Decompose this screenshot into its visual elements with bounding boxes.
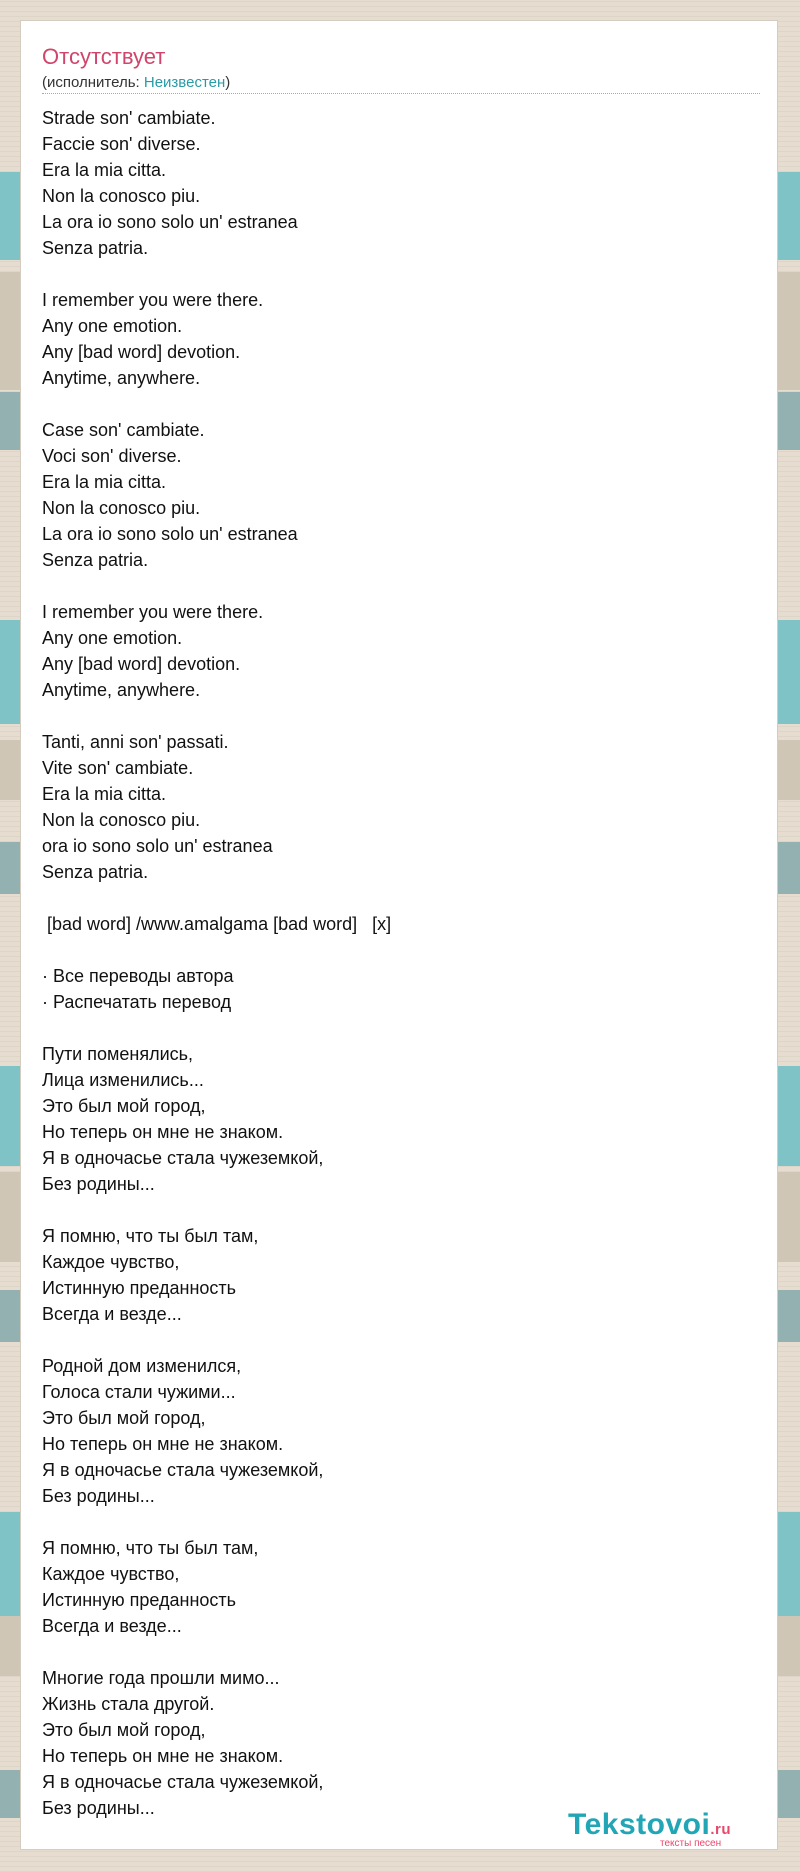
lyric-line: I remember you were there. <box>42 602 264 622</box>
lyric-line <box>42 1197 742 1223</box>
lyric-line <box>42 937 742 963</box>
lyric-line: Пути поменялись, <box>42 1044 194 1064</box>
lyric-line <box>42 1639 742 1665</box>
lyric-line: Голоса стали чужими... <box>42 1382 236 1402</box>
lyric-line: Era la mia citta. <box>42 472 167 492</box>
lyric-line: La ora io sono solo un' estranea <box>42 212 298 232</box>
lyric-line: Voci son' diverse. <box>42 446 182 466</box>
lyric-line: Это был мой город, <box>42 1408 206 1428</box>
lyric-line: Многие года прошли мимо... <box>42 1668 280 1688</box>
lyric-line: Non la conosco piu. <box>42 186 201 206</box>
lyric-line: Anytime, anywhere. <box>42 368 201 388</box>
performer-line <box>42 74 230 91</box>
lyric-line: Senza patria. <box>42 550 149 570</box>
logo-wordmark <box>568 1808 731 1842</box>
lyric-line: Era la mia citta. <box>42 784 167 804</box>
lyric-line: Это был мой город, <box>42 1720 206 1740</box>
lyric-line: Faccie son' diverse. <box>42 134 201 154</box>
performer-suffix: ) <box>225 74 231 91</box>
lyric-line: Я в одночасье стала чужеземкой, <box>42 1772 324 1792</box>
lyric-line <box>42 1509 742 1535</box>
lyric-line <box>42 573 742 599</box>
lyric-line: Non la conosco piu. <box>42 810 201 830</box>
lyric-line: ora io sono solo un' estranea <box>42 836 273 856</box>
logo-main: Tekstovoi <box>568 1808 711 1841</box>
lyric-line: Case son' cambiate. <box>42 420 205 440</box>
logo-tld: .ru <box>710 1821 731 1838</box>
lyric-line: Any one emotion. <box>42 316 183 336</box>
lyric-line: Any [bad word] devotion. <box>42 342 241 362</box>
lyric-line: Истинную преданность <box>42 1590 237 1610</box>
lyric-line <box>42 1015 742 1041</box>
lyric-line: Каждое чувство, <box>42 1564 180 1584</box>
performer-link[interactable]: Неизвестен <box>143 74 226 91</box>
lyric-line: Я в одночасье стала чужеземкой, <box>42 1460 324 1480</box>
lyric-line: Каждое чувство, <box>42 1252 180 1272</box>
lyric-line: Senza patria. <box>42 238 149 258</box>
lyric-line: Но теперь он мне не знаком. <box>42 1122 284 1142</box>
lyric-line: Родной дом изменился, <box>42 1356 242 1376</box>
logo-tagline: тексты песен <box>660 1838 722 1849</box>
lyric-line: Senza patria. <box>42 862 149 882</box>
lyric-line: Vite son' cambiate. <box>42 758 194 778</box>
header-divider <box>42 93 760 94</box>
lyric-line <box>42 391 742 417</box>
lyric-line: Я помню, что ты был там, <box>42 1226 259 1246</box>
lyric-line: Лица изменились... <box>42 1070 204 1090</box>
lyric-line: Anytime, anywhere. <box>42 680 201 700</box>
lyric-line: Но теперь он мне не знаком. <box>42 1746 284 1766</box>
performer-prefix: (исполнитель: <box>42 74 144 91</box>
lyric-line: Era la mia citta. <box>42 160 167 180</box>
lyric-line: Всегда и везде... <box>42 1304 182 1324</box>
all-translations-link[interactable]: · Все переводы автора <box>42 966 234 986</box>
lyric-line: Any one emotion. <box>42 628 183 648</box>
lyric-line <box>42 885 742 911</box>
site-logo[interactable] <box>568 1808 778 1850</box>
lyric-line: Но теперь он мне не знаком. <box>42 1434 284 1454</box>
song-title: Отсутствует <box>42 44 166 69</box>
lyric-line: Я помню, что ты был там, <box>42 1538 259 1558</box>
lyric-line: Жизнь стала другой. <box>42 1694 215 1714</box>
lyric-line: Я в одночасье стала чужеземкой, <box>42 1148 324 1168</box>
lyric-line <box>42 703 742 729</box>
lyric-line: Без родины... <box>42 1798 155 1818</box>
lyric-line: Any [bad word] devotion. <box>42 654 241 674</box>
source-credit-line: [bad word] /www.amalgama [bad word] [x] <box>42 914 392 934</box>
lyric-line: Всегда и везде... <box>42 1616 182 1636</box>
lyric-line: Это был мой город, <box>42 1096 206 1116</box>
lyric-line: I remember you were there. <box>42 290 264 310</box>
lyric-line <box>42 261 742 287</box>
lyric-line <box>42 1327 742 1353</box>
lyrics-body <box>42 105 742 1821</box>
lyric-line: La ora io sono solo un' estranea <box>42 524 298 544</box>
lyrics-card <box>20 20 778 1850</box>
lyric-line: Non la conosco piu. <box>42 498 201 518</box>
print-translation-link[interactable]: · Распечатать перевод <box>42 992 232 1012</box>
lyric-line: Без родины... <box>42 1486 155 1506</box>
lyric-line: Strade son' cambiate. <box>42 108 216 128</box>
lyric-line: Tanti, anni son' passati. <box>42 732 229 752</box>
lyric-line: Истинную преданность <box>42 1278 237 1298</box>
lyric-line: Без родины... <box>42 1174 155 1194</box>
